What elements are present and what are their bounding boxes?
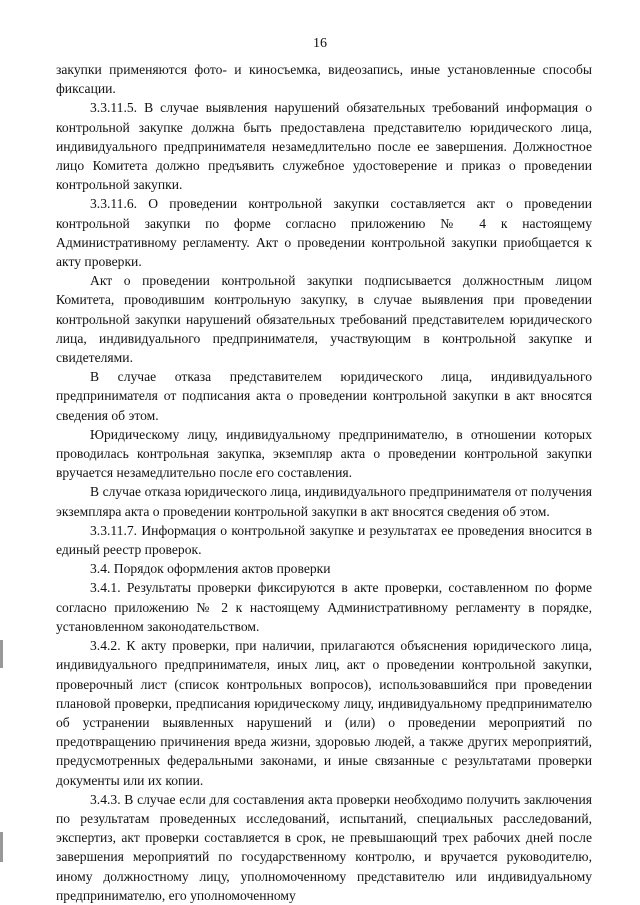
paragraph-act-delivery: Юридическому лицу, индивидуальному предпринимателю, в отношении которых проводилась контрольная закупка, экземпляр акта о проведении контрольной закупки вручается незамедлительно после его составления.: [56, 426, 592, 481]
paragraph-3-4-3: 3.4.3. В случае если для составления акта проверки необходимо получить заключения по результатам проведенных исследований, испытаний, специальных расследований, экспертиз, акт проверки составляется в срок, не превышающий трех рабочих дней после завершения мероприятий по государственному контролю, и вручается руководителю, иному должностному лицу, уполномоченному представителю или индивидуальному предпринимателю, его уполномоченному: [56, 791, 592, 903]
paragraph-3-3-11-6: 3.3.11.6. О проведении контрольной закупки составляется акт о проведении контрольной закупки по форме согласно приложению № 4 к настоящему Административному регламенту. Акт о проведении контрольной закупки приобщается к акту проверки.: [56, 196, 592, 270]
paragraph-3-3-11-5: 3.3.11.5. В случае выявления нарушений обязательных требований информация о контрольной закупке должна быть предоставлена представителю юридического лица, индивидуального предпринимателя незамедлительно после ее завершения. Должностное лицо Комитета должно предъявить служебное удостоверение и приказ о проведении контрольной закупки.: [56, 100, 592, 193]
document-body: [56, 60, 592, 905]
paragraph-1: закупки применяются фото- и киносъемка, видеозапись, иные установленные способы фиксации.: [56, 62, 592, 97]
paragraph-3-4-1: 3.4.1. Результаты проверки фиксируются в акте проверки, составленном по форме согласно приложению № 2 к настоящему Административному регламенту в порядке, установленном законодательством.: [56, 580, 592, 634]
paragraph-3-4-2: 3.4.2. К акту проверки, при наличии, прилагаются объяснения юридического лица, индивидуального предпринимателя, иных лиц, акт о проведении контрольной закупки, проверочный лист (список контрольных вопросов), использовавшийся при проведении плановой проверки, предписания юридическому лицу, индивидуальному предпринимателю об устранении выявленных нарушений и (или) о проведении мероприятий по предотвращению причинения вреда жизни, здоровью людей, а также других мероприятий, предусмотренных федеральными законами, и иные связанные с результатами проверки документы или их копии.: [56, 638, 592, 788]
paragraph-3-4-heading: 3.4. Порядок оформления актов проверки: [90, 561, 331, 577]
paragraph-act-signing: Акт о проведении контрольной закупки подписывается должностным лицом Комитета, проводившим контрольную закупку, в случае выявления при проведении контрольной закупки нарушений обязательных требований представителем юридического лица, индивидуального предпринимателя, участвующим в контрольной закупке и свидетелями.: [56, 273, 592, 366]
paragraph-3-3-11-7: 3.3.11.7. Информация о контрольной закупке и результатах ее проведения вносится в единый реестр проверок.: [56, 522, 592, 558]
scan-edge-mark: [0, 640, 3, 668]
scan-edge-mark: [0, 832, 3, 862]
paragraph-refusal-receipt: В случае отказа юридического лица, индивидуального предпринимателя от получения экземпляра акта о проведении контрольной закупки в акт вносятся сведения об этом.: [56, 484, 592, 519]
paragraph-refusal-signing: В случае отказа представителем юридического лица, индивидуального предпринимателя от подписания акта о проведении контрольной закупки в акт вносятся сведения об этом.: [56, 369, 592, 423]
page-number: 16: [313, 36, 327, 51]
